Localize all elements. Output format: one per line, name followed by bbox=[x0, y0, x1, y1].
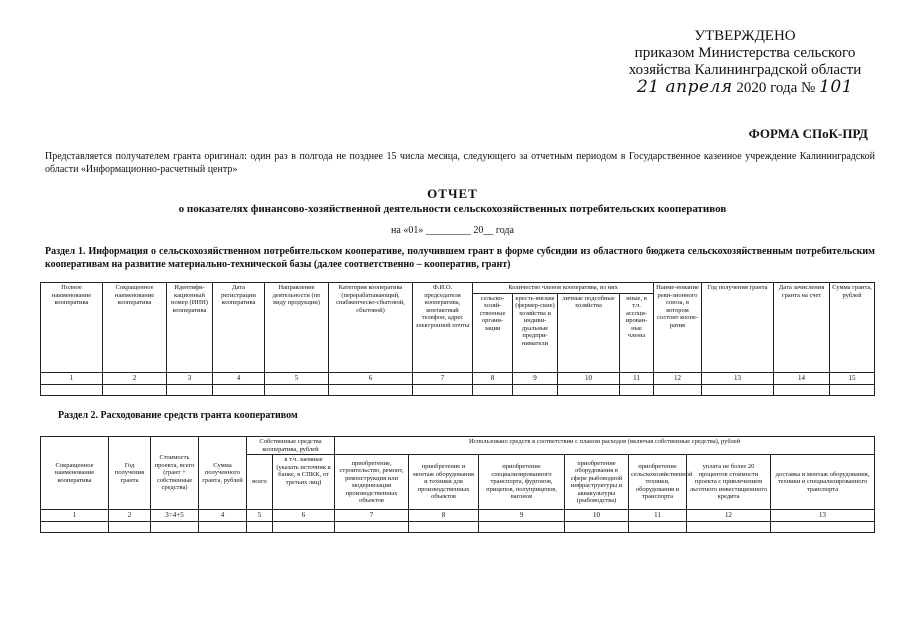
s1-col-number: 14 bbox=[774, 372, 830, 384]
s1-empty-cell[interactable] bbox=[702, 384, 774, 395]
section2-heading: Раздел 2. Расходование средств гранта кооперативом bbox=[58, 410, 298, 421]
s1-col-full-name: Полное наименование кооператива bbox=[41, 283, 103, 373]
section2-table bbox=[40, 436, 875, 533]
s2-empty-cell[interactable] bbox=[199, 522, 247, 533]
s2-col-number: 13 bbox=[771, 510, 875, 522]
section1-number-row bbox=[41, 372, 875, 384]
s2-empty-cell[interactable] bbox=[629, 522, 687, 533]
s1-col-members-group: Количество членов кооператива, из них bbox=[473, 283, 654, 294]
s1-col-number: 13 bbox=[702, 372, 774, 384]
s1-empty-cell[interactable] bbox=[41, 384, 103, 395]
s2-col-number: 5 bbox=[247, 510, 273, 522]
s2-col-grant-sum: Сумма полученного гранта, рублей bbox=[199, 437, 247, 510]
s1-col-number: 12 bbox=[654, 372, 702, 384]
s1-col-number: 3 bbox=[167, 372, 213, 384]
s2-col-own-borrowed: в т.ч. заемные (указать источник в банке, в СПКК, от третьих лиц) bbox=[273, 455, 335, 510]
s2-col-construction: приобретение, строительство, ремонт, реконструкция или модернизация производственных объектов bbox=[335, 455, 409, 510]
s1-col-short-name: Сокращенное наименование кооператива bbox=[103, 283, 167, 373]
s2-col-project-cost: Стоимость проекта, всего (грант + собственные средства) bbox=[151, 437, 199, 510]
s1-col-inn: Идентифи-кационный номер (ИНН) кооператива bbox=[167, 283, 213, 373]
s1-col-number: 11 bbox=[620, 372, 654, 384]
s1-col-category: Категория кооператива (перерабатывающий, снабженческо-сбытовой, сбытовой) bbox=[329, 283, 413, 373]
section2-number-row bbox=[41, 510, 875, 522]
approval-line-3: хозяйства Калининградской области bbox=[628, 62, 862, 78]
s2-empty-cell[interactable] bbox=[565, 522, 629, 533]
s2-col-number: 6 bbox=[273, 510, 335, 522]
s2-col-used-funds-group: Использовано средств в соответствии с планом расходов (включая собственные средства), рублей bbox=[335, 437, 875, 455]
form-code: ФОРМА СПоК-ПРД bbox=[748, 126, 868, 141]
s1-col-number: 8 bbox=[473, 372, 513, 384]
s1-col-number: 2 bbox=[103, 372, 167, 384]
s1-col-agri-orgs: сельско-хозяй-ственные органи-зации bbox=[473, 293, 513, 372]
s1-col-number: 4 bbox=[213, 372, 265, 384]
s2-empty-cell[interactable] bbox=[335, 522, 409, 533]
section2-empty-row bbox=[41, 522, 875, 533]
report-period: на «01» _________ 20__ года bbox=[391, 225, 514, 236]
approval-line-2: приказом Министерства сельского bbox=[634, 45, 856, 61]
approval-line-1: УТВЕРЖДЕНО bbox=[694, 28, 796, 44]
s1-empty-cell[interactable] bbox=[413, 384, 473, 395]
s2-col-credit-payment: уплата не более 20 процентов стоимости проекта с привлечением льготного инвестиционного кредита bbox=[687, 455, 771, 510]
s2-col-own-total: всего bbox=[247, 455, 273, 510]
report-title: ОТЧЕТ bbox=[427, 186, 478, 201]
s2-col-fish-equipment: приобретение оборудования в сфере рыбоводной инфраструктуры и аквакультуры (рыбоводства) bbox=[565, 455, 629, 510]
s2-empty-cell[interactable] bbox=[687, 522, 771, 533]
s1-col-number: 7 bbox=[413, 372, 473, 384]
section1-header-row bbox=[41, 283, 875, 294]
handwritten-date: 21 апреля bbox=[636, 77, 733, 97]
s1-col-grant-sum: Сумма гранта, рублей bbox=[830, 283, 875, 373]
s1-col-number: 5 bbox=[265, 372, 329, 384]
section1-heading: Раздел 1. Информация о сельскохозяйственном потребительском кооперативе, получившем грант в форме субсидии из областного бюджета сельскохозяйственным потребительским кооперативам на развитие материально-технической базы (далее соответственно – кооператив, грант) bbox=[45, 246, 875, 270]
s2-col-number: 4 bbox=[199, 510, 247, 522]
s1-col-number: 15 bbox=[830, 372, 875, 384]
intro-text: Представляется получателем гранта оригинал: один раз в полгода не позднее 15 числа месяца, следующего за отчетным периодом в Государственное казенное учреждение Калининградской области «Информационно-расчетный центр» bbox=[45, 151, 875, 175]
s2-col-number: 12 bbox=[687, 510, 771, 522]
s2-empty-cell[interactable] bbox=[771, 522, 875, 533]
s2-empty-cell[interactable] bbox=[109, 522, 151, 533]
s2-col-own-funds-group: Собственные средства кооператива, рублей bbox=[247, 437, 335, 455]
handwritten-number: 101 bbox=[819, 77, 854, 97]
s2-empty-cell[interactable] bbox=[151, 522, 199, 533]
s1-empty-cell[interactable] bbox=[513, 384, 558, 395]
s2-col-short-name: Сокращенное наименование кооператива bbox=[41, 437, 109, 510]
s1-col-number: 10 bbox=[558, 372, 620, 384]
s1-col-grant-date: Дата зачисления гранта на счет bbox=[774, 283, 830, 373]
s1-col-activity: Направление деятельности (по виду продукции) bbox=[265, 283, 329, 373]
s1-empty-cell[interactable] bbox=[774, 384, 830, 395]
s1-empty-cell[interactable] bbox=[329, 384, 413, 395]
s1-col-reg-date: Дата регистрации кооператива bbox=[213, 283, 265, 373]
s1-empty-cell[interactable] bbox=[167, 384, 213, 395]
approval-year: 2020 года № bbox=[736, 80, 816, 96]
s1-empty-cell[interactable] bbox=[558, 384, 620, 395]
approval-block bbox=[600, 28, 890, 97]
s2-empty-cell[interactable] bbox=[479, 522, 565, 533]
s2-empty-cell[interactable] bbox=[41, 522, 109, 533]
s1-empty-cell[interactable] bbox=[103, 384, 167, 395]
report-subtitle: о показателях финансово-хозяйственной деятельности сельскохозяйственных потребительских кооперативов bbox=[178, 203, 727, 215]
s1-col-number: 9 bbox=[513, 372, 558, 384]
s2-col-number: 2 bbox=[109, 510, 151, 522]
s1-col-audit-union: Наиме-нование реви-зионного союза, в котором состоит коопе-ратив bbox=[654, 283, 702, 373]
s2-col-equipment: приобретение и монтаж оборудования и техники для производственных объектов bbox=[409, 455, 479, 510]
s1-col-farms: кресть-янские (фермер-ские) хозяйства и индиви-дуальные предпри-ниматели bbox=[513, 293, 558, 372]
s2-col-number: 10 bbox=[565, 510, 629, 522]
s1-col-grant-year: Год получения гранта bbox=[702, 283, 774, 373]
s2-col-number: 7 bbox=[335, 510, 409, 522]
section1-empty-row bbox=[41, 384, 875, 395]
s1-empty-cell[interactable] bbox=[830, 384, 875, 395]
s1-col-chairman: Ф.И.О. председателя кооператива, контактный телефон, адрес электронной почты bbox=[413, 283, 473, 373]
s2-empty-cell[interactable] bbox=[409, 522, 479, 533]
s1-empty-cell[interactable] bbox=[654, 384, 702, 395]
s2-col-number: 9 bbox=[479, 510, 565, 522]
s2-empty-cell[interactable] bbox=[273, 522, 335, 533]
s1-col-number: 6 bbox=[329, 372, 413, 384]
approval-date-line bbox=[600, 79, 890, 97]
s1-empty-cell[interactable] bbox=[620, 384, 654, 395]
s1-col-other-members: иные, в т.ч. ассоци-ирован-ные члены bbox=[620, 293, 654, 372]
s2-col-number: 3=4+5 bbox=[151, 510, 199, 522]
s2-empty-cell[interactable] bbox=[247, 522, 273, 533]
s2-col-number: 1 bbox=[41, 510, 109, 522]
section1-table bbox=[40, 282, 875, 396]
s1-empty-cell[interactable] bbox=[265, 384, 329, 395]
s2-col-delivery: доставка и монтаж оборудования, техники и специализированного транспорта bbox=[771, 455, 875, 510]
s2-col-grant-year: Год получения гранта bbox=[109, 437, 151, 510]
s1-empty-cell[interactable] bbox=[473, 384, 513, 395]
s2-col-number: 8 bbox=[409, 510, 479, 522]
s2-col-transport: приобретение специализированного транспорта, фургонов, прицепов, полуприцепов, вагонов bbox=[479, 455, 565, 510]
s1-empty-cell[interactable] bbox=[213, 384, 265, 395]
section2-header-row bbox=[41, 437, 875, 455]
s1-col-households: личные подсобные хозяйства bbox=[558, 293, 620, 372]
s1-col-number: 1 bbox=[41, 372, 103, 384]
s2-col-agri-machinery: приобретение сельскохозяйственной техники, оборудования и транспорта bbox=[629, 455, 687, 510]
s2-col-number: 11 bbox=[629, 510, 687, 522]
